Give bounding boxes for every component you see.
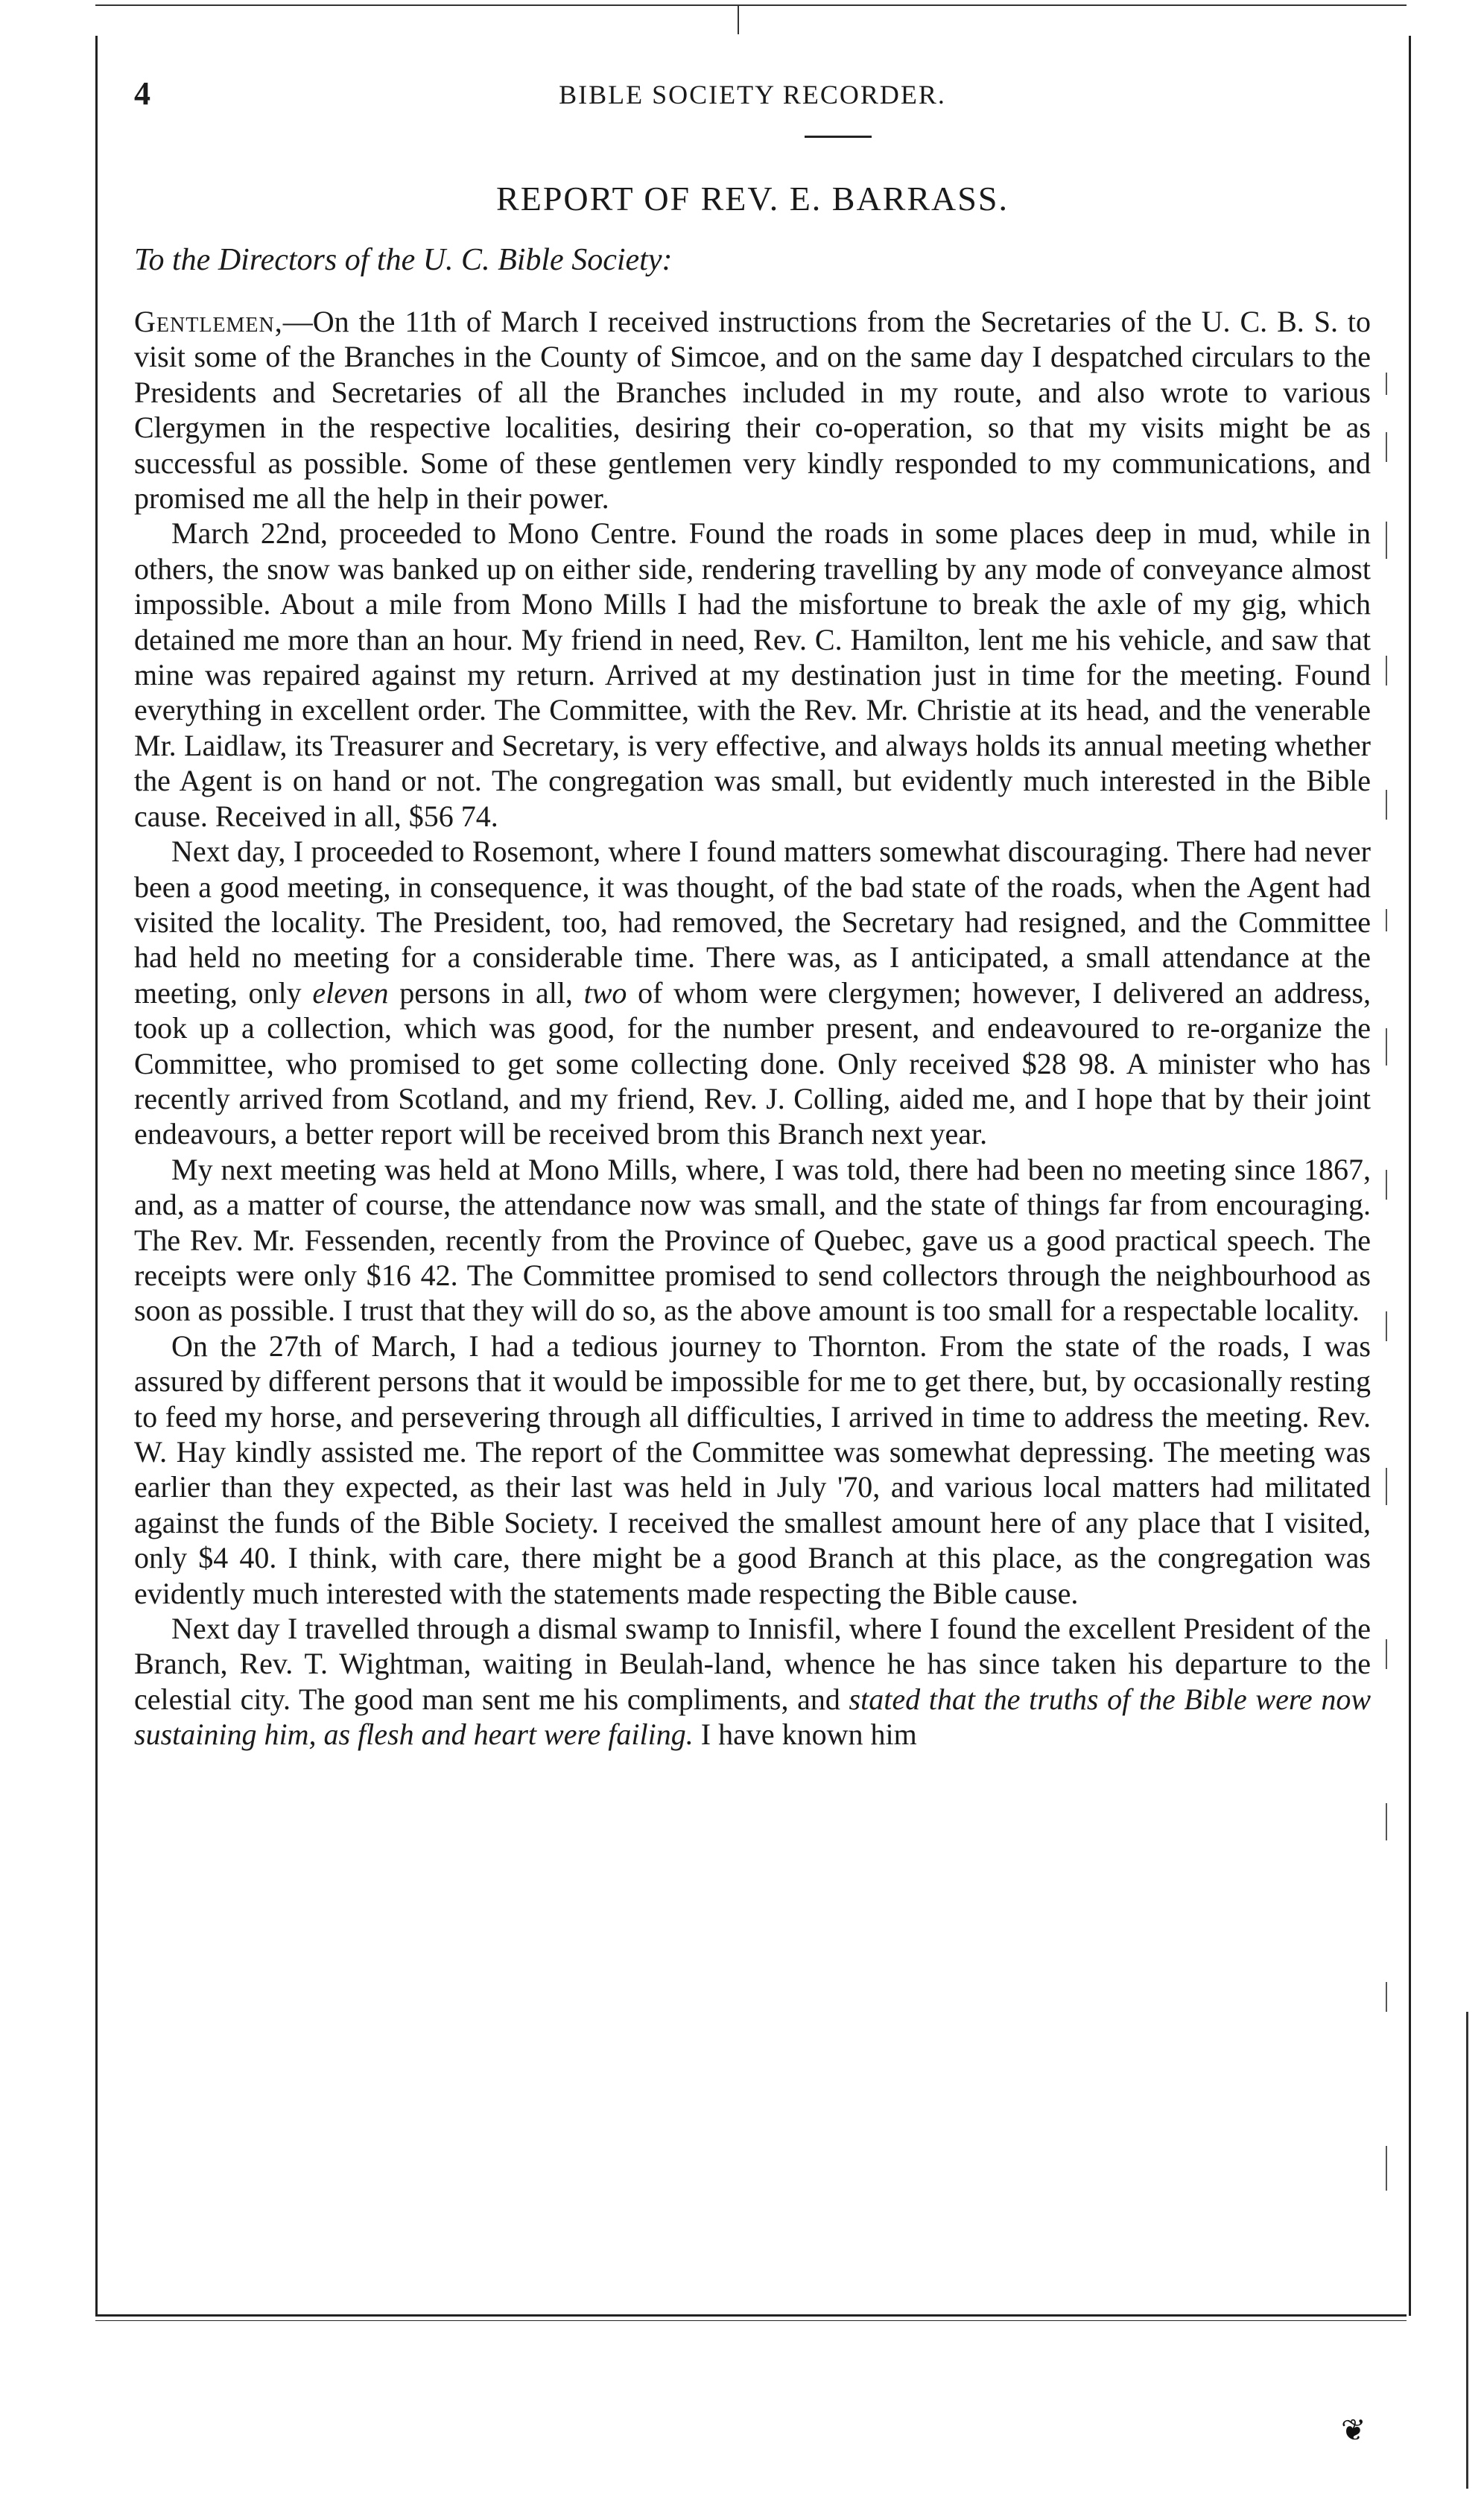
paragraph-3-text-c: of whom were clergymen; however, I delivered an address, took up a collection, which was good, for the number present, and endeavoured to re-organize the Committee, who promised to get some collecting done. Only received $28 98. A minister who has recently arrived from Scotland, and my friend, Rev. J. Colling, aided me, and I hope that by their joint endeavours, a better report will be received brom this Branch next year.	[134, 975, 1371, 1151]
paragraph-4-text: My next meeting was held at Mono Mills, where, I was told, there had been no meeting since 1867, and, as a matter of course, the attendance now was small, and the state of things far from encouraging. The Rev. Mr. Fessenden, recently from the Province of Quebec, gave us a good practical speech. The receipts were only $16 42. The Committee promised to send collectors through the neighbourhood as soon as possible. I trust that they will do so, as the above amount is too small for a respectable locality.	[134, 1152, 1371, 1328]
right-edge-line	[1466, 2012, 1468, 2489]
paragraph-6-text-a: Next day I travelled through a dismal swamp to Innisfil, where I found the excellent President of the Branch, Rev. T. Wightman, waiting in Beulah-land, whence he has since taken his departure to the celestial city. The good man sent me his compliments, and	[134, 1612, 1371, 1716]
paragraph-5-text: On the 27th of March, I had a tedious journey to Thornton. From the state of the roads, I was assured by different persons that it would be impossible for me to get there, but, by occasionally resting to feed my horse, and persevering through all difficulties, I arrived in time to address the meeting. Rev. W. Hay kindly assisted me. The report of the Committee was somewhat depressing. The meeting was earlier than they expected, as their last was held in July '70, and various local matters had militated against the funds of the Bible Society. I received the smallest amount here of any place that I visited, only $4 40. I think, with care, there might be a good Branch at this place, as the congregation was evidently much interested with the statements made respecting the Bible cause.	[134, 1329, 1371, 1610]
bottom-rule	[95, 2314, 1407, 2317]
paragraph-6-emphasis-quote: stated that the truths of the Bible were now sustaining him, as flesh and heart were failing.	[134, 1682, 1371, 1752]
bottom-rule-thin	[95, 2320, 1407, 2321]
paragraph-3	[134, 834, 1371, 1152]
paragraph-6-text-b: I have known him	[693, 1717, 917, 1752]
paragraph-5	[134, 1329, 1371, 1611]
report-body	[134, 304, 1371, 1752]
salutation-lead: Gentlemen,	[134, 305, 283, 338]
paragraph-3-text-a: Next day, I proceeded to Rosemont, where I found matters somewhat discouraging. There had never been a good meeting, in consequence, it was thought, of the bad state of the roads, when the Agent had visited the locality. The President, too, had removed, the Secretary had resigned, and the Committee had held no meeting for a considerable time. There was, as I anticipated, a small attendance at the meeting, only	[134, 835, 1371, 1010]
header-rule	[805, 136, 872, 138]
salutation: To the Directors of the U. C. Bible Society:	[134, 243, 673, 277]
report-title: REPORT OF REV. E. BARRASS.	[496, 180, 1009, 218]
printers-ornament-icon: ❦	[1341, 2413, 1366, 2447]
paragraph-6	[134, 1611, 1371, 1752]
page-header	[134, 75, 1371, 119]
paragraph-3-text-b: persons in all,	[388, 975, 584, 1010]
paragraph-3-emphasis-two: two	[583, 975, 627, 1010]
paragraph-1-text: —On the 11th of March I received instructions from the Secretaries of the U. C. B. S. to visit some of the Branches in the County of Simcoe, and on the same day I despatched circulars to the Presidents and Secretaries of all the Branches included in my route, and also wrote to various Clergymen in the respective localities, desiring their co-operation, so that my visits might be as successful as possible. Some of these gentlemen very kindly responded to my communications, and promised me all the help in their power.	[134, 305, 1371, 516]
paragraph-1	[134, 304, 1371, 516]
top-notch	[738, 4, 739, 34]
paragraph-2	[134, 516, 1371, 834]
paragraph-2-text: March 22nd, proceeded to Mono Centre. Found the roads in some places deep in mud, while in others, the snow was banked up on either side, rendering travelling by any mode of conveyance almost impossible. About a mile from Mono Mills I had the misfortune to break the axle of my gig, which detained me more than an hour. My friend in need, Rev. C. Hamilton, lent me his vehicle, and saw that mine was repaired against my return. Arrived at my destination just in time for the meeting. Found everything in excellent order. The Committee, with the Rev. Mr. Christie at its head, and the venerable Mr. Laidlaw, its Treasurer and Secretary, is very effective, and always holds its annual meeting whether the Agent is on hand or not. The congregation was small, but evidently much interested in the Bible cause. Received in all, $56 74.	[134, 516, 1371, 833]
running-head: BIBLE SOCIETY RECORDER.	[559, 80, 946, 110]
margin-marks	[1386, 373, 1390, 2235]
paragraph-3-emphasis-eleven: eleven	[312, 975, 389, 1010]
page-number: 4	[134, 75, 150, 112]
top-rule	[95, 4, 1407, 6]
paragraph-4	[134, 1152, 1371, 1329]
